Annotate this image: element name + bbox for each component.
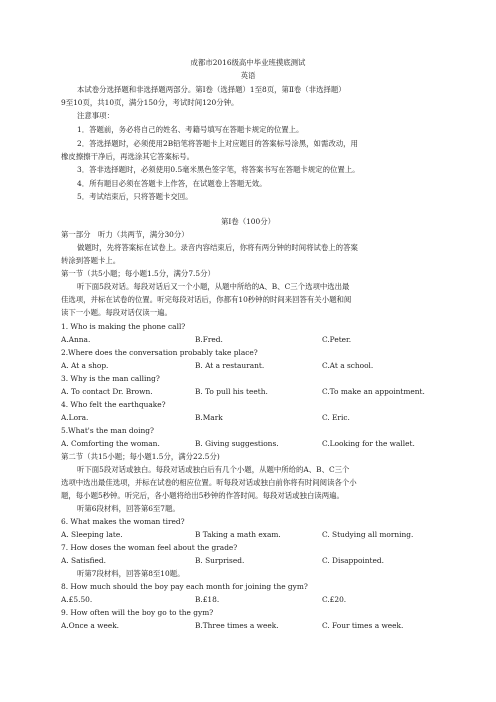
subsection-desc: 题，每小题5秒钟。听完后，各小题将给出5秒钟的作答时间。每段对话或独白读两遍。 bbox=[61, 491, 344, 500]
note-item: 3．答非选择题时，必须使用0.5毫米黑色签字笔，将答案书写在答题卡规定的位置上。 bbox=[77, 165, 360, 174]
note-item: 1．答题前，务必将自己的姓名、考籍号填写在答题卡规定的位置上。 bbox=[77, 125, 304, 134]
question-stem: 8. How much should the boy pay each month for joining the gym? bbox=[61, 582, 308, 591]
subsection-desc: 佳选项，并标在试卷的位置。听完每段对话后，你都有10秒钟的时间来回答有关小题和阅 bbox=[61, 295, 352, 304]
option-c: C.To make an appointment. bbox=[321, 387, 425, 396]
option-c: C.Peter. bbox=[321, 335, 352, 344]
option-b: B.Mark bbox=[194, 413, 223, 422]
question-stem: 2.Where does the conversation probably take place? bbox=[61, 348, 258, 357]
option-b: B.Three times a week. bbox=[194, 621, 279, 630]
option-a: A. To contact Dr. Brown. bbox=[61, 387, 153, 396]
option-b: B.£18. bbox=[194, 595, 220, 604]
subsection-desc: 听下面5段对话。每段对话后又一个小题，从题中所给的A、B、C三个选项中选出最 bbox=[77, 282, 350, 291]
note-item: 2．答选择题时，必须使用2B铅笔将答题卡上对应题目的答案标号涂黑，如需改动，用 bbox=[77, 139, 358, 148]
note-item: 4．所有题目必须在答题卡上作答，在试题卷上答题无效。 bbox=[77, 179, 267, 188]
option-c: C. Four times a week. bbox=[321, 621, 404, 630]
option-a: A.£5.50. bbox=[61, 595, 93, 604]
question-options bbox=[61, 386, 441, 397]
notes-heading: 注意事项： bbox=[77, 111, 114, 120]
subsection-desc: 选项中选出最佳选项，并标在试卷的相应位置。听每段对话或独白前你将有时间阅读各个小 bbox=[61, 478, 357, 487]
question-options bbox=[61, 555, 441, 566]
question-options bbox=[61, 529, 441, 540]
section-desc: 做题时，先将答案标在试卷上。录音内容结束后，你将有两分钟的时间将试卷上的答案 bbox=[77, 243, 358, 252]
option-c: C. Disappointed. bbox=[321, 556, 384, 565]
question-options bbox=[61, 412, 441, 423]
part-title: 第Ⅰ卷（100分） bbox=[221, 217, 275, 226]
option-b: B. At a restaurant. bbox=[194, 361, 265, 370]
question-stem: 1. Who is making the phone call? bbox=[61, 322, 186, 331]
question-stem: 9. How often will the boy go to the gym? bbox=[61, 608, 214, 617]
section-desc: 转涂到答题卡上。 bbox=[61, 256, 121, 265]
intro-line: 本试卷分选择题和非选择题两部分。第Ⅰ卷（选择题）1至8页，第Ⅱ卷（非选择题） bbox=[77, 85, 346, 94]
exam-subject: 英语 bbox=[240, 71, 256, 80]
option-c: C. Studying all morning. bbox=[321, 530, 414, 539]
question-stem: 7. How doses the woman feel about the grade? bbox=[61, 543, 238, 552]
option-b: B. Giving suggestions. bbox=[194, 439, 279, 448]
option-c: C.At a school. bbox=[321, 361, 374, 370]
question-options bbox=[61, 594, 441, 605]
subsection-heading: 第一节（共5小题；每小题1.5分，满分7.5分） bbox=[61, 269, 215, 278]
section-heading: 第一部分 听力（共两节，满分30分） bbox=[61, 230, 189, 239]
note-item: 橡皮擦擦干净后，再选涂其它答案标号。 bbox=[61, 152, 195, 161]
note-item: 5．考试结束后，只将答题卡交回。 bbox=[77, 192, 193, 201]
subsection-desc: 听下面5段对话或独白。每段对话或独白后有几个小题，从题中所给的A、B、C三个 bbox=[77, 465, 350, 474]
option-b: B. To pull his teeth. bbox=[194, 387, 268, 396]
question-options bbox=[61, 334, 441, 345]
option-b: B.Fred. bbox=[194, 335, 223, 344]
material-instruction: 听第7段材料，回答第8至10题。 bbox=[77, 569, 185, 578]
option-c: C.Looking for the wallet. bbox=[321, 439, 415, 448]
option-a: A. Comforting the woman. bbox=[61, 439, 160, 448]
option-a: A.Lora. bbox=[61, 413, 89, 422]
question-stem: 6. What makes the woman tired? bbox=[61, 517, 185, 526]
option-a: A. Satisfied. bbox=[61, 556, 107, 565]
intro-line: 9至10页，共10页，满分150分，考试时间120分钟。 bbox=[61, 98, 239, 107]
question-stem: 4. Who felt the earthquake? bbox=[61, 400, 166, 409]
option-a: A.Anna. bbox=[61, 335, 91, 344]
option-a: A. Sleeping late. bbox=[61, 530, 123, 539]
option-c: C. Eric. bbox=[321, 413, 350, 422]
option-a: A.Once a week. bbox=[61, 621, 120, 630]
exam-title: 成都市2016级高中毕业班摸底测试 bbox=[190, 58, 306, 67]
subsection-desc: 读下一小题。每段对话仅读一遍。 bbox=[61, 308, 172, 317]
subsection-heading: 第二节（共15小题；每小题1.5分，满分22.5分) bbox=[61, 452, 220, 461]
question-options bbox=[61, 620, 441, 631]
option-a: A. At a shop. bbox=[61, 361, 109, 370]
option-b: B Taking a math exam. bbox=[194, 530, 281, 539]
question-options bbox=[61, 360, 441, 371]
option-c: C.£20. bbox=[321, 595, 347, 604]
question-stem: 5.What's the man doing? bbox=[61, 426, 154, 435]
question-stem: 3. Why is the man calling? bbox=[61, 374, 160, 383]
material-instruction: 听第6段材料，回答第6至7题。 bbox=[77, 504, 180, 513]
option-b: B. Surprised. bbox=[194, 556, 245, 565]
question-options bbox=[61, 438, 441, 449]
